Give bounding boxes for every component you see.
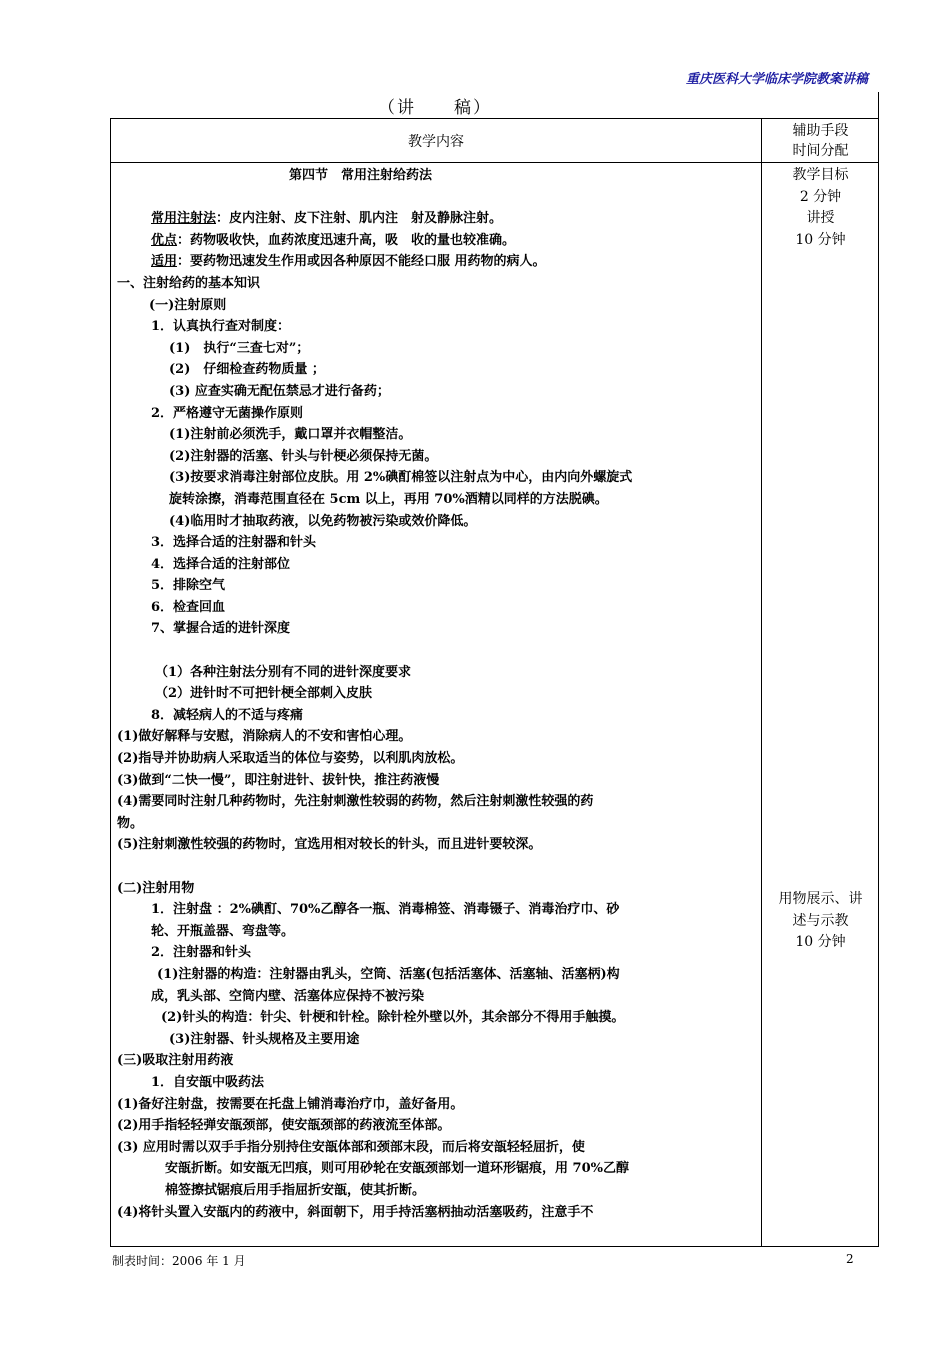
teaching-content	[117, 165, 757, 1223]
header-row-divider	[111, 162, 878, 163]
text-line: 8．减轻病人的不适与疼痛	[151, 707, 304, 723]
text-line: (2)用手指轻轻弹安瓿颈部，使安瓿颈部的药液流至体部。	[117, 1118, 451, 1134]
text-line: 6．检查回血	[151, 599, 226, 615]
methods-line	[117, 208, 757, 230]
aux-block-1-line: 10 分钟	[795, 231, 846, 248]
advantage-text: ：药物吸收快，血药浓度迅速升高，吸 收的量也较准确。	[177, 232, 516, 248]
aux-block-2	[762, 889, 879, 954]
text-line: (3)注射器、针头规格及主要用途	[169, 1031, 360, 1047]
indication-line	[117, 251, 757, 273]
text-line: 3．选择合适的注射器和针头	[151, 535, 317, 551]
text-line: 旋转涂擦，消毒范围直径在 5cm 以上，再用 70%酒精以同样的方法脱碘。	[169, 491, 608, 507]
text-line: (3)做到“二快一慢”，即注射进针、拔针快，推注药液慢	[117, 772, 440, 788]
lesson-table	[110, 118, 879, 1247]
advantage-line	[117, 230, 757, 252]
aux-block-2-line: 述与示教	[792, 912, 849, 929]
header-teaching-content: 教学内容	[408, 133, 464, 150]
aux-block-1-line: 讲授	[806, 210, 835, 226]
text-line: 7、掌握合适的进针深度	[151, 621, 291, 637]
methods-text: ：皮内注射、皮下注射、肌内注 射及静脉注射。	[216, 211, 503, 227]
text-line: (2)针头的构造：针尖、针梗和针栓。除针栓外壁以外，其余部分不得用手触摸。	[161, 1010, 625, 1026]
text-line: (1)注射前必须洗手，戴口罩并衣帽整洁。	[169, 427, 412, 443]
column-divider	[761, 119, 762, 1246]
indication-text: ：要药物迅速发生作用或因各种原因不能经口服 用药物的病人。	[177, 254, 546, 270]
text-line: （2）进针时不可把针梗全部刺入皮肤	[155, 686, 373, 702]
text-line: (2)注射器的活塞、针头与针梗必须保持无菌。	[169, 448, 438, 464]
section-title: 第四节 常用注射给药法	[289, 168, 433, 183]
text-line: （1）各种注射法分别有不同的进针深度要求	[155, 664, 412, 680]
text-line: (2)指导并协助病人采取适当的体位与姿势，以利肌肉放松。	[117, 751, 464, 767]
aux-block-1	[762, 165, 879, 251]
text-line: (5)注射刺激性较强的药物时，宜选用相对较长的针头，而且进针要较深。	[117, 837, 542, 853]
header-aux-line-1: 辅助手段	[792, 123, 849, 139]
text-line: (4)将针头置入安瓿内的药液中，斜面朝下，用手持活塞柄抽动活塞吸药，注意手不	[117, 1204, 594, 1220]
text-line: (3) 应用时需以双手手指分别持住安瓿体部和颈部末段，而后将安瓿轻轻屈折，使	[117, 1139, 585, 1155]
aux-block-2-line: 10 分钟	[795, 934, 846, 950]
text-line: (4)临用时才抽取药液，以免药物被污染或效价降低。	[169, 513, 477, 529]
text-line: 5．排除空气	[151, 578, 226, 594]
heading-basic-knowledge: 一、注射给药的基本知识	[117, 275, 261, 291]
text-line: 1．认真执行查对制度：	[151, 319, 291, 335]
methods-label: 常用注射法	[151, 211, 217, 227]
text-line: 棉签擦拭锯痕后用手指屈折安瓿，使其折断。	[165, 1182, 426, 1198]
right-border-top	[878, 92, 879, 118]
text-line: 成，乳头部、空筒内壁、活塞体应保持不被污染	[151, 988, 425, 1004]
text-line: (1)做好解释与安慰，消除病人的不安和害怕心理。	[117, 729, 412, 745]
header-aux-line-2: 时间分配	[792, 143, 849, 159]
school-title: 重庆医科大学临床学院教案讲稿	[685, 72, 868, 87]
page-number: 2	[846, 1252, 854, 1266]
text-line: 2．注射器和针头	[151, 945, 252, 961]
text-line: (3) 应查实确无配伍禁忌才进行备药；	[169, 383, 390, 399]
text-line: 安瓿折断。如安瓿无凹痕，则可用砂轮在安瓿颈部划一道环形锯痕，用 70%乙醇	[165, 1161, 629, 1177]
text-line: (3)按要求消毒注射部位皮肤。用 2%碘酊棉签以注射点为中心，由内向外螺旋式	[169, 470, 633, 486]
text-line: 1．注射盘 ：2%碘酊、70%乙醇各一瓶、消毒棉签、消毒镊子、消毒治疗巾、砂	[151, 902, 620, 918]
text-line: (2) 仔细检查药物质量 ；	[169, 362, 325, 378]
footer-made-time: 制表时间：2006 年 1 月	[112, 1254, 246, 1268]
text-line: 1．自安瓿中吸药法	[151, 1074, 265, 1090]
text-line: (1)备好注射盘，按需要在托盘上铺消毒治疗巾，盖好备用。	[117, 1096, 464, 1112]
aux-block-2-line: 用物展示、讲	[778, 891, 863, 907]
text-line: 4．选择合适的注射部位	[151, 556, 291, 572]
indication-label: 适用	[151, 254, 178, 270]
aux-block-1-line: 教学目标	[792, 167, 849, 183]
header-aux	[762, 121, 879, 161]
text-line: (1) 执行“三查七对”；	[169, 340, 310, 356]
heading-supplies: (二)注射用物	[117, 880, 195, 896]
text-line: (4)需要同时注射几种药物时，先注射刺激性较弱的药物，然后注射刺激性较强的药	[117, 794, 594, 810]
document-subtitle: （讲 稿）	[378, 98, 492, 118]
heading-drawing-medicine: (三)吸取注射用药液	[117, 1053, 234, 1069]
advantage-label: 优点	[151, 232, 178, 248]
heading-principles: (一)注射原则	[149, 297, 227, 313]
text-line: (1)注射器的构造：注射器由乳头，空筒、活塞(包括活塞体、活塞轴、活塞柄)构	[157, 966, 620, 982]
aux-block-1-line: 2 分钟	[799, 188, 842, 205]
text-line: 2．严格遵守无菌操作原则	[151, 405, 304, 421]
text-line: 轮、开瓶盖器、弯盘等。	[151, 923, 295, 939]
text-line: 物。	[117, 815, 144, 831]
